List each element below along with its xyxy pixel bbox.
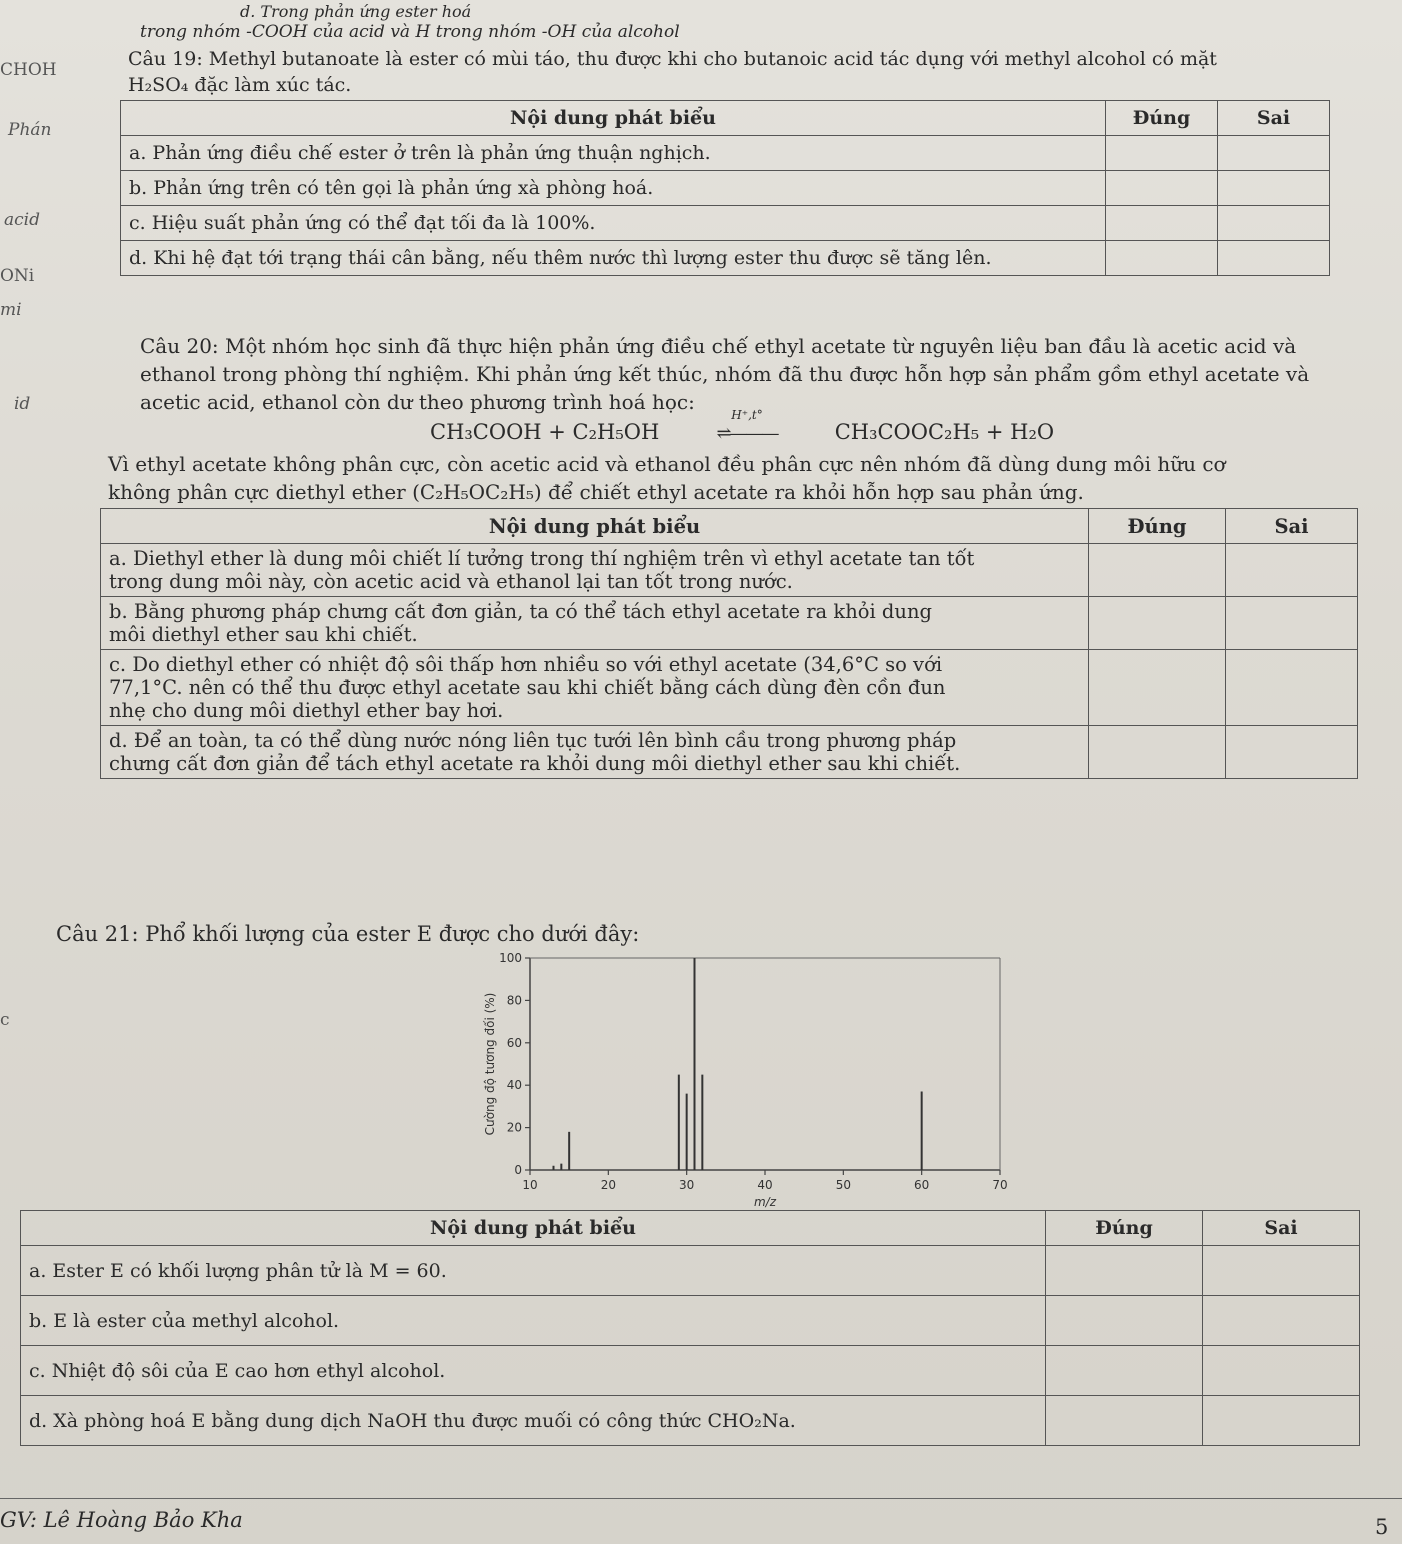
false-checkbox-cell[interactable]: [1218, 206, 1330, 241]
margin-fragment: acid: [4, 210, 40, 230]
table-header-row: [121, 101, 1330, 136]
statement-line: nhẹ cho dung môi diethyl ether bay hơi.: [109, 699, 504, 722]
y-tick-label: 60: [506, 1035, 522, 1050]
header-cell: Sai: [1203, 1211, 1360, 1246]
footer-divider: [0, 1498, 1402, 1499]
true-checkbox-cell[interactable]: [1106, 241, 1218, 276]
statement-line: 77,1°C. nên có thể thu được ethyl acetate sau khi chiết bằng cách dùng đèn cồn đun: [109, 676, 946, 699]
statement-cell: a. Ester E có khối lượng phân tử là M = 60.: [21, 1246, 1046, 1296]
statement-cell: a. Phản ứng điều chế ester ở trên là phản ứng thuận nghịch.: [121, 136, 1106, 171]
statement-cell: d. Xà phòng hoá E bằng dung dịch NaOH thu được muối có công thức CHO₂Na.: [21, 1396, 1046, 1446]
x-tick-label: 50: [835, 1178, 851, 1192]
table-row: [101, 544, 1358, 597]
true-checkbox-cell[interactable]: [1046, 1396, 1203, 1446]
false-checkbox-cell[interactable]: [1203, 1346, 1360, 1396]
equilibrium-arrow: H⁺,t° ⇌———: [672, 420, 822, 444]
q20-stem: [140, 334, 1296, 358]
header-cell: Đúng: [1046, 1211, 1203, 1246]
q20-table: [100, 508, 1358, 779]
header-cell: Nội dung phát biểu: [101, 509, 1089, 544]
table-row: [121, 136, 1330, 171]
table-row: [101, 650, 1358, 726]
q20-stem: ethanol trong phòng thí nghiệm. Khi phản ứng kết thúc, nhóm đã thu được hỗn hợp sản phẩm gồm ethyl acetate và: [140, 362, 1310, 386]
statement-line: b. Bằng phương pháp chưng cất đơn giản, ta có thể tách ethyl acetate ra khỏi dung: [109, 600, 933, 623]
q20-stem: acetic acid, ethanol còn dư theo phương trình hoá học:: [140, 390, 695, 414]
x-tick-label: 70: [992, 1178, 1008, 1192]
q19-stem: Câu 19: Methyl butanoate là ester có mùi táo, thu được khi cho butanoic acid tác dụng với methyl alcohol có mặt: [128, 48, 1217, 70]
x-tick-label: 20: [600, 1178, 616, 1192]
y-axis-label: Cường độ tương đối (%): [483, 992, 497, 1136]
true-checkbox-cell[interactable]: [1046, 1246, 1203, 1296]
q19-stem: H₂SO₄ đặc làm xúc tác.: [128, 74, 352, 96]
header-cell: Đúng: [1106, 101, 1218, 136]
true-checkbox-cell[interactable]: [1106, 171, 1218, 206]
false-checkbox-cell[interactable]: [1218, 171, 1330, 206]
footer-author: GV: Lê Hoàng Bảo Kha: [0, 1508, 243, 1532]
x-tick-label: 40: [757, 1178, 773, 1192]
header-cell: Đúng: [1089, 509, 1226, 544]
table-header-row: [101, 509, 1358, 544]
statement-cell: b. E là ester của methyl alcohol.: [21, 1296, 1046, 1346]
statement-cell: [101, 650, 1089, 726]
statement-cell: d. Khi hệ đạt tới trạng thái cân bằng, nếu thêm nước thì lượng ester thu được sẽ tăng lên.: [121, 241, 1106, 276]
margin-fragment: CHOH: [0, 60, 57, 80]
y-tick-label: 100: [499, 951, 522, 965]
false-checkbox-cell[interactable]: [1218, 241, 1330, 276]
false-checkbox-cell[interactable]: [1226, 597, 1358, 650]
x-tick-label: 30: [679, 1178, 695, 1192]
statement-line: c. Do diethyl ether có nhiệt độ sôi thấp hơn nhiều so với ethyl acetate (34,6°C so với: [109, 653, 943, 676]
true-checkbox-cell[interactable]: [1089, 650, 1226, 726]
statement-line: trong dung môi này, còn acetic acid và ethanol lại tan tốt trong nước.: [109, 570, 793, 593]
table-row: [121, 171, 1330, 206]
y-tick-label: 40: [506, 1078, 522, 1093]
q20-stem-text: Câu 20: Một nhóm học sinh đã thực hiện phản ứng điều chế ethyl acetate từ nguyên liệu ban đầu là acetic acid và: [140, 334, 1297, 358]
margin-fragment: c: [0, 1010, 10, 1030]
q21-table: [20, 1210, 1360, 1446]
table-row: [121, 206, 1330, 241]
x-tick-label: 10: [522, 1178, 538, 1192]
reaction-condition: H⁺,t°: [731, 408, 763, 422]
chemical-equation: [430, 408, 1055, 444]
table-row: [21, 1296, 1360, 1346]
equation-right: CH₃COOC₂H₅ + H₂O: [834, 420, 1055, 444]
y-tick-label: 0: [514, 1163, 522, 1177]
table-row: [101, 597, 1358, 650]
top-line: trong nhóm -COOH của acid và H trong nhóm -OH của alcohol: [140, 22, 680, 42]
header-cell: Nội dung phát biểu: [21, 1211, 1046, 1246]
false-checkbox-cell[interactable]: [1218, 136, 1330, 171]
q21-stem: Câu 21: Phổ khối lượng của ester E được cho dưới đây:: [56, 922, 640, 946]
false-checkbox-cell[interactable]: [1226, 726, 1358, 779]
margin-fragment: id: [14, 394, 31, 414]
margin-fragment: Phán: [8, 120, 52, 140]
table-row: [21, 1396, 1360, 1446]
statement-line: d. Để an toàn, ta có thể dùng nước nóng liên tục tưới lên bình cầu trong phương pháp: [109, 729, 957, 752]
header-cell: Sai: [1218, 101, 1330, 136]
statement-cell: c. Hiệu suất phản ứng có thể đạt tối đa là 100%.: [121, 206, 1106, 241]
y-tick-label: 80: [506, 993, 522, 1008]
false-checkbox-cell[interactable]: [1226, 544, 1358, 597]
table-row: [21, 1346, 1360, 1396]
false-checkbox-cell[interactable]: [1203, 1246, 1360, 1296]
mass-spectrum-chart: [470, 940, 1010, 1210]
table-header-row: [21, 1211, 1360, 1246]
false-checkbox-cell[interactable]: [1203, 1296, 1360, 1346]
x-tick-label: 60: [914, 1178, 930, 1192]
top-line: d. Trong phản ứng ester hoá: [240, 2, 472, 21]
q20-stem: Vì ethyl acetate không phân cực, còn acetic acid và ethanol đều phân cực nên nhóm đã dùng dung môi hữu cơ: [108, 452, 1226, 476]
header-cell: Nội dung phát biểu: [121, 101, 1106, 136]
x-axis-label: m/z: [753, 1195, 777, 1209]
table-row: [121, 241, 1330, 276]
statement-cell: [101, 726, 1089, 779]
true-checkbox-cell[interactable]: [1046, 1346, 1203, 1396]
table-row: [21, 1246, 1360, 1296]
margin-fragment: mi: [0, 300, 22, 320]
page-number: 5: [1375, 1515, 1389, 1539]
true-checkbox-cell[interactable]: [1089, 726, 1226, 779]
statement-cell: c. Nhiệt độ sôi của E cao hơn ethyl alcohol.: [21, 1346, 1046, 1396]
statement-cell: [101, 597, 1089, 650]
table-row: [101, 726, 1358, 779]
true-checkbox-cell[interactable]: [1106, 206, 1218, 241]
true-checkbox-cell[interactable]: [1089, 544, 1226, 597]
true-checkbox-cell[interactable]: [1106, 136, 1218, 171]
false-checkbox-cell[interactable]: [1226, 650, 1358, 726]
q19-table: [120, 100, 1330, 276]
true-checkbox-cell[interactable]: [1089, 597, 1226, 650]
statement-line: a. Diethyl ether là dung môi chiết lí tưởng trong thí nghiệm trên vì ethyl acetate tan tốt: [109, 547, 975, 570]
margin-fragment: ONi: [0, 266, 35, 286]
statement-cell: [101, 544, 1089, 597]
q20-stem: không phân cực diethyl ether (C₂H₅OC₂H₅) để chiết ethyl acetate ra khỏi hỗn hợp sau phản ứng.: [108, 480, 1084, 504]
statement-line: môi diethyl ether sau khi chiết.: [109, 623, 418, 646]
true-checkbox-cell[interactable]: [1046, 1296, 1203, 1346]
equation-left: CH₃COOH + C₂H₅OH: [430, 420, 660, 444]
statement-line: chưng cất đơn giản để tách ethyl acetate ra khỏi dung môi diethyl ether sau khi chiết.: [109, 752, 961, 775]
false-checkbox-cell[interactable]: [1203, 1396, 1360, 1446]
y-tick-label: 20: [506, 1120, 522, 1135]
header-cell: Sai: [1226, 509, 1358, 544]
statement-cell: b. Phản ứng trên có tên gọi là phản ứng xà phòng hoá.: [121, 171, 1106, 206]
